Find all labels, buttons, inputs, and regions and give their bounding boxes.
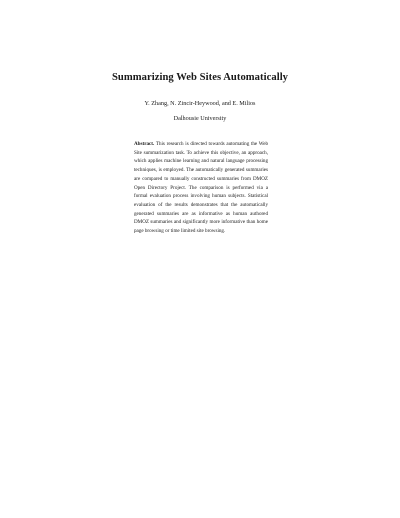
abstract xyxy=(134,140,268,236)
abstract-text: This research is directed towards automating the Web Site summarization task. To achieve this objective, an approach, which applies machine learning and natural language processing techniques, is employed. The automatically generated summaries are compared to manually constructed summaries from DMOZ Open Directory Project. The comparison is performed via a formal evaluation process involving human subjects. Statistical evaluation of the results demonstrates that the automatically generated summaries are as informative as human authored DMOZ summaries and significantly more informative than home page browsing or time limited site browsing. xyxy=(134,141,268,235)
abstract-label: Abstract. xyxy=(134,141,155,147)
paper-title: Summarizing Web Sites Automatically xyxy=(111,72,289,83)
paper-authors: Y. Zhang, N. Zincir-Heywood, and E. Milios xyxy=(144,100,256,107)
paper-affiliation: Dalhousie University xyxy=(173,115,227,122)
